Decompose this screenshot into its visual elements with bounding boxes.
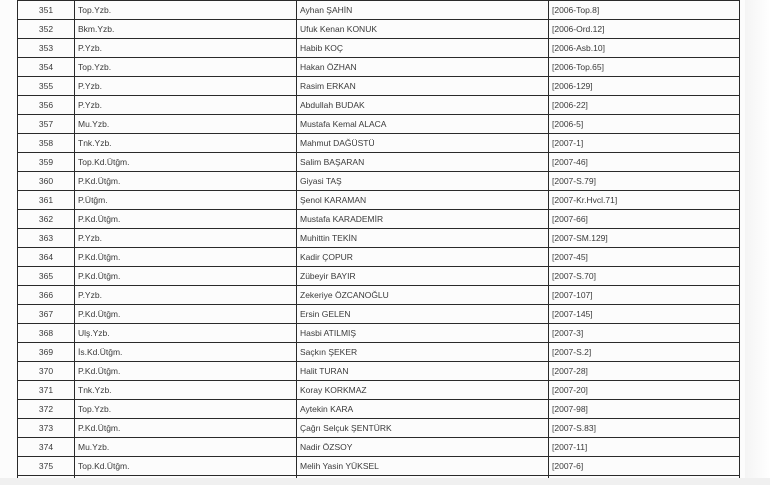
row-number: 351 [18,1,75,20]
row-class: [2006-Top.65] [549,58,740,77]
table-row [18,134,740,153]
row-class: [2006-Top.8] [549,1,740,20]
table-row [18,172,740,191]
row-number: 353 [18,39,75,58]
row-name: Mustafa Kemal ALACA [297,115,549,134]
row-class: [2007-S.79] [549,172,740,191]
row-name: Muhittin TEKİN [297,229,549,248]
row-class: [2007-145] [549,305,740,324]
row-rank: P.Yzb. [75,286,297,305]
table-row [18,400,740,419]
table-row [18,96,740,115]
personnel-table [17,0,740,484]
row-class: [2007-107] [549,286,740,305]
table-row [18,58,740,77]
row-number: 366 [18,286,75,305]
row-class: [2006-5] [549,115,740,134]
row-rank: P.Kd.Ütğm. [75,419,297,438]
row-number: 357 [18,115,75,134]
row-name: Zekeriye ÖZCANOĞLU [297,286,549,305]
row-number: 371 [18,381,75,400]
row-rank: P.Kd.Ütğm. [75,248,297,267]
row-number: 365 [18,267,75,286]
row-rank: Top.Kd.Ütğm. [75,457,297,476]
row-rank: P.Kd.Ütğm. [75,210,297,229]
row-name: Şenol KARAMAN [297,191,549,210]
row-rank: P.Yzb. [75,229,297,248]
row-class: [2007-66] [549,210,740,229]
table-row [18,438,740,457]
table-row [18,229,740,248]
row-rank: P.Yzb. [75,77,297,96]
row-class: [2007-98] [549,400,740,419]
table-row [18,343,740,362]
row-class: [2007-11] [549,438,740,457]
row-rank: P.Yzb. [75,96,297,115]
row-class: [2007-45] [549,248,740,267]
row-name: Aytekin KARA [297,400,549,419]
row-class: [2007-46] [549,153,740,172]
row-number: 352 [18,20,75,39]
table-row [18,419,740,438]
row-number: 363 [18,229,75,248]
table-row [18,362,740,381]
row-number: 356 [18,96,75,115]
row-class: [2006-129] [549,77,740,96]
row-class: [2007-1] [549,134,740,153]
row-name: Saçkın ŞEKER [297,343,549,362]
row-name: Halit TURAN [297,362,549,381]
row-name: Nadir ÖZSOY [297,438,549,457]
row-number: 361 [18,191,75,210]
table-row [18,153,740,172]
table-row [18,1,740,20]
row-number: 362 [18,210,75,229]
table-row [18,381,740,400]
row-class: [2007-S.83] [549,419,740,438]
page-bottom-shadow [0,478,770,485]
row-class: [2007-20] [549,381,740,400]
row-rank: P.Kd.Ütğm. [75,362,297,381]
row-name: Mahmut DAĞÜSTÜ [297,134,549,153]
table-row [18,457,740,476]
row-class: [2007-S.2] [549,343,740,362]
row-number: 354 [18,58,75,77]
row-rank: Top.Kd.Ütğm. [75,153,297,172]
row-name: Melih Yasin YÜKSEL [297,457,549,476]
table-row [18,115,740,134]
row-name: Kadir ÇOPUR [297,248,549,267]
row-rank: P.Yzb. [75,39,297,58]
page-edge-shadow [745,0,770,485]
row-class: [2006-Asb.10] [549,39,740,58]
table-row [18,77,740,96]
row-name: Hakan ÖZHAN [297,58,549,77]
row-class: [2007-28] [549,362,740,381]
row-class: [2007-3] [549,324,740,343]
row-rank: P.Ütğm. [75,191,297,210]
table-row [18,20,740,39]
row-number: 370 [18,362,75,381]
row-name: Ayhan ŞAHİN [297,1,549,20]
row-class: [2006-Ord.12] [549,20,740,39]
row-number: 373 [18,419,75,438]
row-class: [2007-S.70] [549,267,740,286]
row-name: Habib KOÇ [297,39,549,58]
row-number: 374 [18,438,75,457]
row-name: Salim BAŞARAN [297,153,549,172]
row-number: 360 [18,172,75,191]
table-row [18,286,740,305]
row-number: 368 [18,324,75,343]
row-rank: Tnk.Yzb. [75,134,297,153]
row-name: Hasbi ATILMIŞ [297,324,549,343]
table-row [18,267,740,286]
row-name: Zübeyir BAYIR [297,267,549,286]
row-name: Çağrı Selçuk ŞENTÜRK [297,419,549,438]
table-row [18,191,740,210]
row-number: 358 [18,134,75,153]
row-rank: Top.Yzb. [75,58,297,77]
row-name: Ufuk Kenan KONUK [297,20,549,39]
row-name: Rasim ERKAN [297,77,549,96]
table-row [18,248,740,267]
row-class: [2006-22] [549,96,740,115]
row-class: [2007-6] [549,457,740,476]
row-name: Giyasi TAŞ [297,172,549,191]
row-number: 369 [18,343,75,362]
row-rank: Top.Yzb. [75,400,297,419]
row-name: Abdullah BUDAK [297,96,549,115]
row-rank: Ulş.Yzb. [75,324,297,343]
row-number: 375 [18,457,75,476]
table-row [18,305,740,324]
row-rank: P.Kd.Ütğm. [75,305,297,324]
row-class: [2007-SM.129] [549,229,740,248]
row-rank: Bkm.Yzb. [75,20,297,39]
row-name: Ersin GELEN [297,305,549,324]
row-number: 372 [18,400,75,419]
row-number: 359 [18,153,75,172]
row-name: Mustafa KARADEMİR [297,210,549,229]
row-rank: P.Kd.Ütğm. [75,172,297,191]
row-rank: Top.Yzb. [75,1,297,20]
row-class: [2007-Kr.Hvcl.71] [549,191,740,210]
row-number: 364 [18,248,75,267]
table-row [18,39,740,58]
table-row [18,210,740,229]
row-number: 367 [18,305,75,324]
row-number: 355 [18,77,75,96]
row-rank: Tnk.Yzb. [75,381,297,400]
personnel-table-body [18,1,740,485]
table-row [18,324,740,343]
row-rank: P.Kd.Ütğm. [75,267,297,286]
row-rank: Mu.Yzb. [75,438,297,457]
row-name: Koray KORKMAZ [297,381,549,400]
row-rank: İs.Kd.Ütğm. [75,343,297,362]
row-rank: Mu.Yzb. [75,115,297,134]
